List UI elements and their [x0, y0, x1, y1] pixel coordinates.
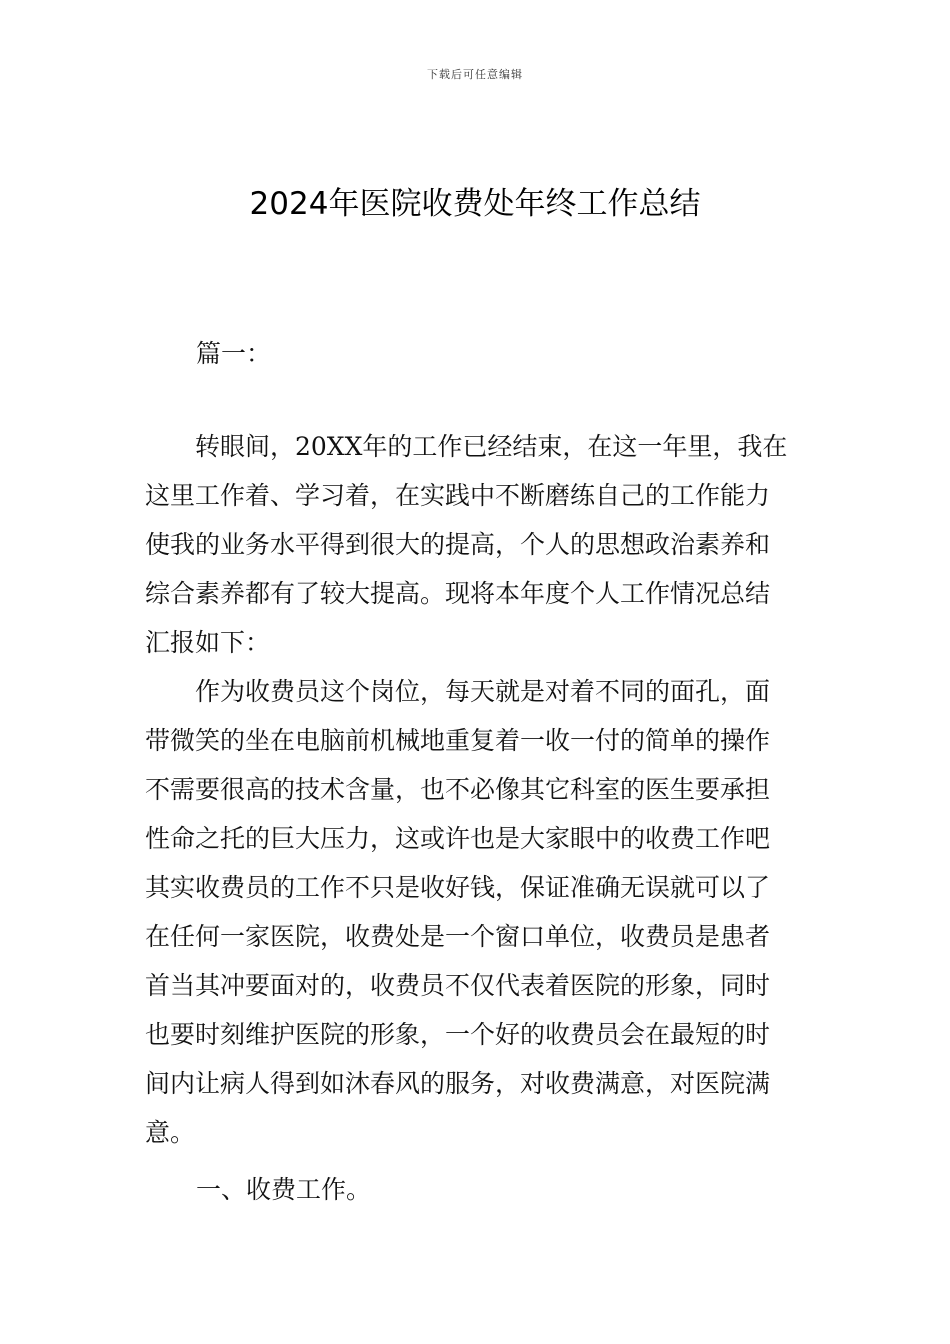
- document-title: 2024年医院收费处年终工作总结: [249, 186, 701, 222]
- subheading-fee-work: 一、收费工作。: [196, 1175, 372, 1204]
- paragraph-line: 这里工作着、学习着，在实践中不断磨练自己的工作能力: [145, 481, 771, 510]
- paragraph-intro: [145, 422, 810, 667]
- paragraph-line: 性命之托的巨大压力，这或许也是大家眼中的收费工作吧: [145, 824, 771, 853]
- paragraph-line: 间内让病人得到如沐春风的服务，对收费满意，对医院满: [145, 1069, 771, 1098]
- paragraph-line: 转眼间，20XX年的工作已经结束，在这一年里，我在: [195, 432, 788, 461]
- paragraph-line: 综合素养都有了较大提高。现将本年度个人工作情况总结: [145, 579, 771, 608]
- paragraph-line: 意。: [145, 1118, 196, 1147]
- section-label: 篇一：: [196, 339, 272, 368]
- paragraph-line: 带微笑的坐在电脑前机械地重复着一收一付的简单的操作: [145, 726, 771, 755]
- paragraph-line: 作为收费员这个岗位，每天就是对着不同的面孔，面: [195, 677, 771, 706]
- paragraph-line: 也要时刻维护医院的形象，一个好的收费员会在最短的时: [145, 1020, 771, 1049]
- paragraph-line: 汇报如下：: [145, 628, 271, 657]
- paragraph-line: 不需要很高的技术含量，也不必像其它科室的医生要承担: [145, 775, 771, 804]
- paragraph-line: 首当其冲要面对的，收费员不仅代表着医院的形象，同时: [145, 971, 771, 1000]
- paragraph-role: [145, 667, 810, 1157]
- paragraph-line: 在任何一家医院，收费处是一个窗口单位，收费员是患者: [145, 922, 771, 951]
- paragraph-line: 使我的业务水平得到很大的提高，个人的思想政治素养和: [145, 530, 771, 559]
- paragraph-line: 其实收费员的工作不只是收好钱，保证准确无误就可以了: [145, 873, 771, 902]
- header-note: 下载后可任意编辑: [427, 68, 523, 81]
